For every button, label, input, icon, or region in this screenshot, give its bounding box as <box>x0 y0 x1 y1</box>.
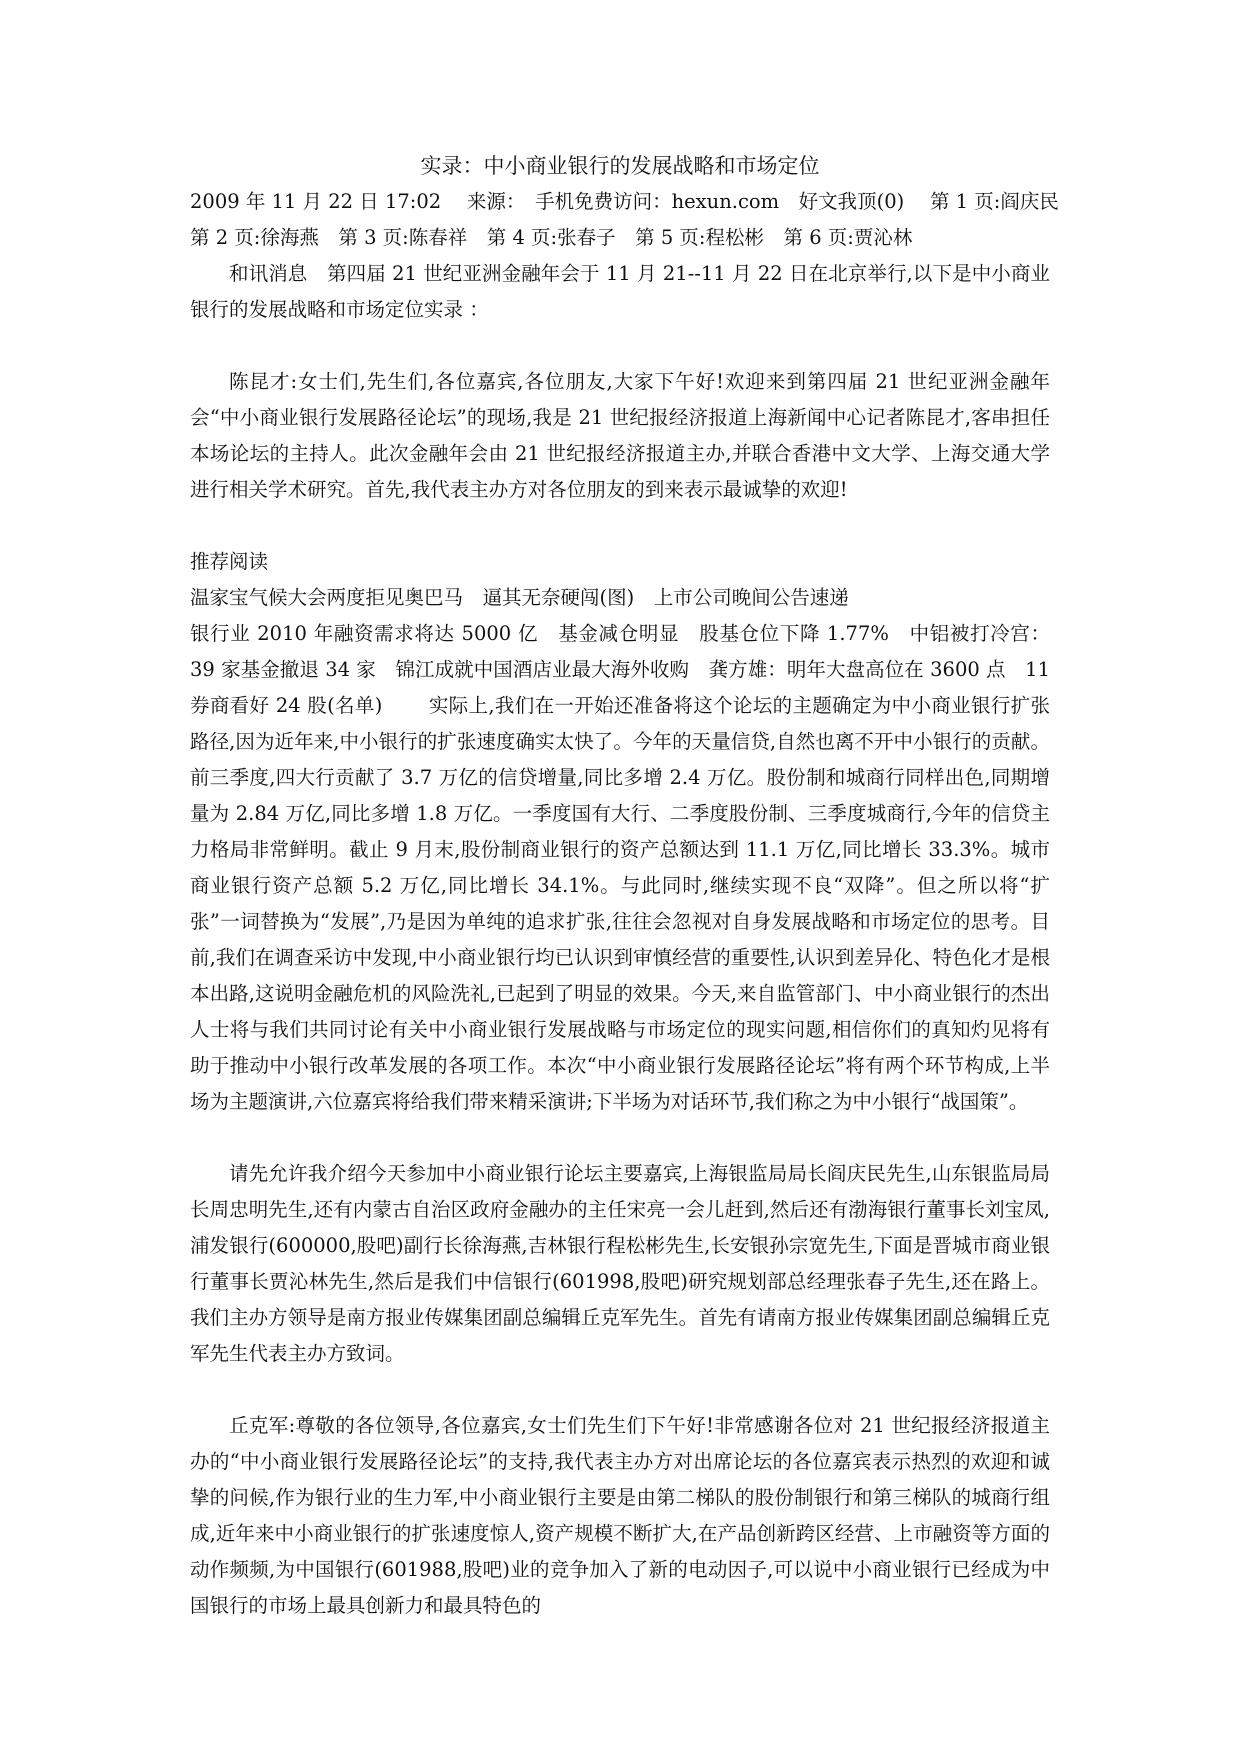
meta-line-1: 2009 年 11 月 22 日 17:02 来源： 手机免费访问：hexun.com 好文我顶(0) 第 1 页:阎庆民 <box>190 190 1059 213</box>
paragraph-guests: 请先允许我介绍今天参加中小商业银行论坛主要嘉宾,上海银监局局长阎庆民先生,山东银监局局长周忠明先生,还有内蒙古自治区政府金融办的主任宋亮一会儿赶到,然后还有渤海银行董事长刘宝凤,浦发银行(600000,股吧)副行长徐海燕,吉林银行程松彬先生,长安银孙宗宽先生,下面是晋城市商业银行董事长贾沁林先生,然后是我们中信银行(601998,股吧)研究规划部总经理张春子先生,还在路上。我们主办方领导是南方报业传媒集团副总编辑丘克军先生。首先有请南方报业传媒集团副总编辑丘克军先生代表主办方致词。 <box>190 1162 1050 1365</box>
document-title: 实录：中小商业银行的发展战略和市场定位 <box>420 154 820 178</box>
spacer <box>190 1120 1050 1156</box>
spacer <box>190 1372 1050 1408</box>
recommend-heading: 推荐阅读 <box>190 550 269 573</box>
spacer <box>190 328 1050 364</box>
intro-paragraph: 和讯消息 第四届 21 世纪亚洲金融年会于 11 月 21--11 月 22 日在北京举行,以下是中小商业银行的发展战略和市场定位实录 ： <box>190 262 1050 321</box>
paragraph-host-opening: 陈昆才:女士们,先生们,各位嘉宾,各位朋友,大家下午好!欢迎来到第四届 21 世纪亚洲金融年会“中小商业银行发展路径论坛”的现场,我是 21 世纪报经济报道上海新闻中心记者陈昆才,客串担任本场论坛的主持人。此次金融年会由 21 世纪报经济报道主办,并联合香港中文大学、上海交通大学进行相关学术研究。首先,我代表主办方对各位朋友的到来表示最诚挚的欢迎! <box>190 370 1050 501</box>
spacer <box>190 508 1050 544</box>
paragraph-qiu-kejun: 丘克军:尊敬的各位领导,各位嘉宾,女士们先生们下午好!非常感谢各位对 21 世纪报经济报道主办的“中小商业银行发展路径论坛”的支持,我代表主办方对出席论坛的各位嘉宾表示热烈的欢迎和诚挚的问候,作为银行业的生力军,中小商业银行主要是由第二梯队的股份制银行和第三梯队的城商行组成,近年来中小商业银行的扩张速度惊人,资产规模不断扩大,在产品创新跨区经营、上市融资等方面的动作频频,为中国银行(601988,股吧)业的竞争加入了新的电动因子,可以说中小商业银行已经成为中国银行的市场上最具创新力和最具特色的 <box>190 1414 1050 1617</box>
document-page <box>190 148 1059 1624</box>
paragraph-recommend-and-intro: 银行业 2010 年融资需求将达 5000 亿 基金减仓明显 股基仓位下降 1.77% 中铝被打冷宫：39 家基金撤退 34 家 锦江成就中国酒店业最大海外收购 龚方雄：明年大盘高位在 3600 点 11 券商看好 24 股(名单) 实际上,我们在一开始还准备将这个论坛的主题确定为中小商业银行扩张路径,因为近年来,中小银行的扩张速度确实太快了。今年的天量信贷,自然也离不开中小银行的贡献。前三季度,四大行贡献了 3.7 万亿的信贷增量,同比多增 2.4 万亿。股份制和城商行同样出色,同期增量为 2.84 万亿,同比多增 1.8 万亿。一季度国有大行、二季度股份制、三季度城商行,今年的信贷主力格局非常鲜明。截止 9 月末,股份制商业银行的资产总额达到 11.1 万亿,同比增长 33.3%。城市商业银行资产总额 5.2 万亿,同比增长 34.1%。与此同时,继续实现不良“双降”。但之所以将“扩张”一词替换为“发展”,乃是因为单纯的追求扩张,往往会忽视对自身发展战略和市场定位的思考。目前,我们在调查采访中发现,中小商业银行均已认识到审慎经营的重要性,认识到差异化、特色化才是根本出路,这说明金融危机的风险洗礼,已起到了明显的效果。今天,来自监管部门、中小商业银行的杰出人士将与我们共同讨论有关中小商业银行发展战略与市场定位的现实问题,相信你们的真知灼见将有助于推动中小银行改革发展的各项工作。本次“中小商业银行发展路径论坛”将有两个环节构成,上半场为主题演讲,六位嘉宾将给我们带来精采演讲;下半场为对话环节,我们称之为中小银行“战国策”。 <box>190 622 1050 1113</box>
meta-line-2: 第 2 页:徐海燕 第 3 页:陈春祥 第 4 页:张春子 第 5 页:程松彬 第 6 页:贾沁林 <box>190 226 913 249</box>
recommend-links-line[interactable]: 温家宝气候大会两度拒见奥巴马 逼其无奈硬闯(图) 上市公司晚间公告速递 <box>190 586 849 609</box>
